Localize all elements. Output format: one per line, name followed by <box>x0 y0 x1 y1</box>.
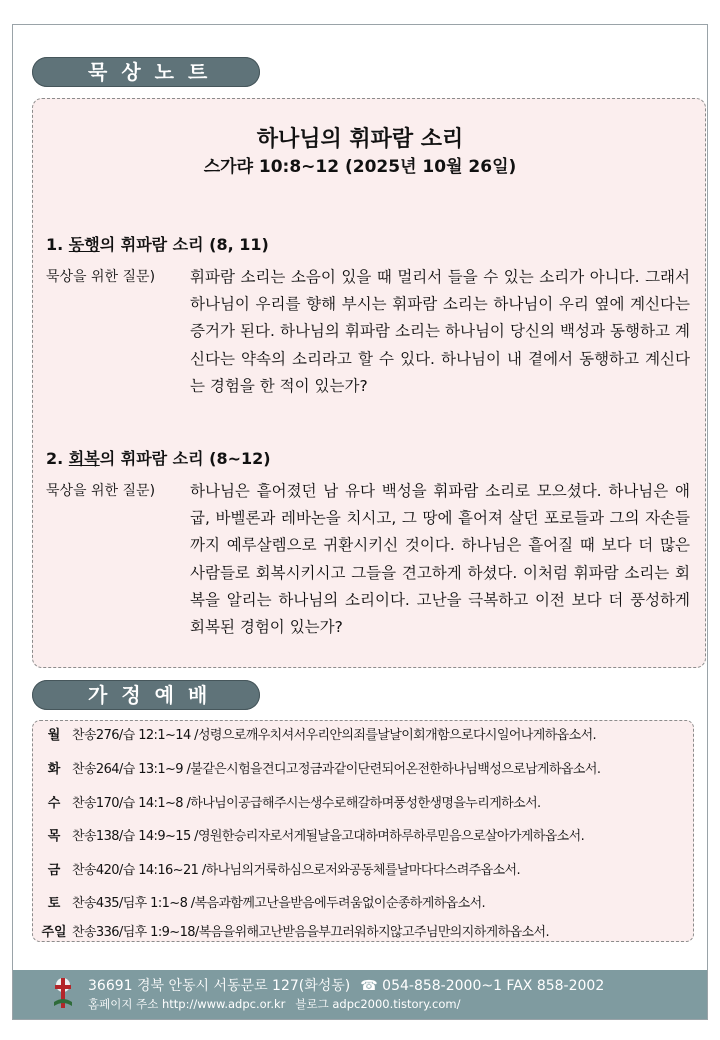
day-label: 목 <box>47 829 61 844</box>
list-item <box>36 892 485 916</box>
blog-link[interactable]: 블로그 adpc2000.tistory.com/ <box>295 997 461 1011</box>
sermon-title: 하나님의 휘파람 소리 <box>256 127 464 152</box>
day-reading: 찬송170/습 14:1~8 /하나님이공급해주시는생수로해갈하며풍성한생명을누리게하소서. <box>72 796 541 811</box>
footer-address: 36691 경북 안동시 서동문로 127(화성동) <box>88 978 351 994</box>
section-keyword: 동행 <box>68 235 100 254</box>
day-reading: 찬송435/딤후 1:1~8 /복음과함께고난을받음에두려움없이순종하게하옵소서. <box>72 896 486 911</box>
section-2-question-text: 하나님은 흩어졌던 남 유다 백성을 휘파람 소리로 모으셨다. 하나님은 애굽, 바벨론과 레바논을 치시고, 그 땅에 흩어져 살던 포로들과 그의 자손들까지 예루살렘으로 귀환시키신 것이다. 하나님은 흩어질 때 보다 더 많은 사람들로 회복시키시고 그들을 견고하게 하셨다. 이처럼 휘파람 소리는 회복을 알리는 하나님의 소리이다. 고난을 극복하고 이전 보다 더 풍성하게 회복된 경험이 있는가? <box>190 482 690 637</box>
footer-phone: ☎ 054-858-2000~1 FAX 858-2002 <box>360 978 605 994</box>
homepage-link[interactable]: 홈페이지 주소 http://www.adpc.or.kr <box>88 997 286 1011</box>
day-reading: 찬송264/습 13:1~9 /불같은시험을견디고정금과같이단련되어온전한하나님백성으로남게하옵소서. <box>72 762 601 777</box>
section-number: 1. <box>46 235 64 254</box>
list-item <box>36 758 600 782</box>
day-reading: 찬송276/습 12:1~14 /성령으로깨우치셔서우리안의죄를날날이회개함으로다시일어나게하옵소서. <box>72 728 597 743</box>
section-1-question-text: 휘파람 소리는 소음이 있을 때 멀리서 들을 수 있는 소리가 아니다. 그래서 하나님이 우리를 향해 부시는 휘파람 소리는 하나님이 우리 옆에 계신다는 증거가 된다. 하나님의 휘파람 소리는 하나님이 당신의 백성과 동행하고 계신다는 약속의 소리라고 할 수 있다. 하나님이 내 곁에서 동행하고 계신다는 경험을 한 적이 있는가? <box>190 268 690 395</box>
family-worship-heading: 가정예배 <box>32 680 260 710</box>
list-item <box>36 792 541 816</box>
day-label: 월 <box>47 728 61 743</box>
list-item <box>36 921 549 945</box>
meditation-heading: 묵상노트 <box>32 57 260 87</box>
section-1-question-label: 묵상을 위한 질문) <box>46 269 156 285</box>
church-logo-icon <box>52 976 74 1010</box>
day-label: 주일 <box>41 925 67 940</box>
footer-contact <box>88 975 614 995</box>
footer-links <box>88 996 471 1012</box>
day-label: 화 <box>47 762 61 777</box>
day-label: 토 <box>47 896 61 911</box>
list-item <box>36 825 584 849</box>
section-2-heading <box>46 446 271 469</box>
day-label: 금 <box>47 863 61 878</box>
list-item <box>36 724 596 748</box>
day-reading: 찬송138/습 14:9~15 /영원한승리자로서게될날을고대하며하루하루믿음으로살아가게하옵소서. <box>72 829 585 844</box>
section-heading-rest: 의 휘파람 소리 (8~12) <box>99 449 271 468</box>
day-reading: 찬송420/습 14:16~21 /하나님의거룩하심으로저와공동체를날마다다스려주옵소서. <box>72 863 521 878</box>
section-2-question-label: 묵상을 위한 질문) <box>46 483 156 499</box>
section-keyword: 회복 <box>68 449 100 468</box>
day-reading: 찬송336/딤후 1:9~18/복음을위해고난받음을부끄러워하지않고주님만의지하게하옵소서. <box>72 925 550 940</box>
section-1-heading <box>46 232 269 255</box>
sermon-subtitle: 스가랴 10:8~12 (2025년 10월 26일) <box>203 157 517 177</box>
section-number: 2. <box>46 449 64 468</box>
list-item <box>36 859 520 883</box>
day-label: 수 <box>47 796 61 811</box>
section-heading-rest: 의 휘파람 소리 (8, 11) <box>99 235 269 254</box>
